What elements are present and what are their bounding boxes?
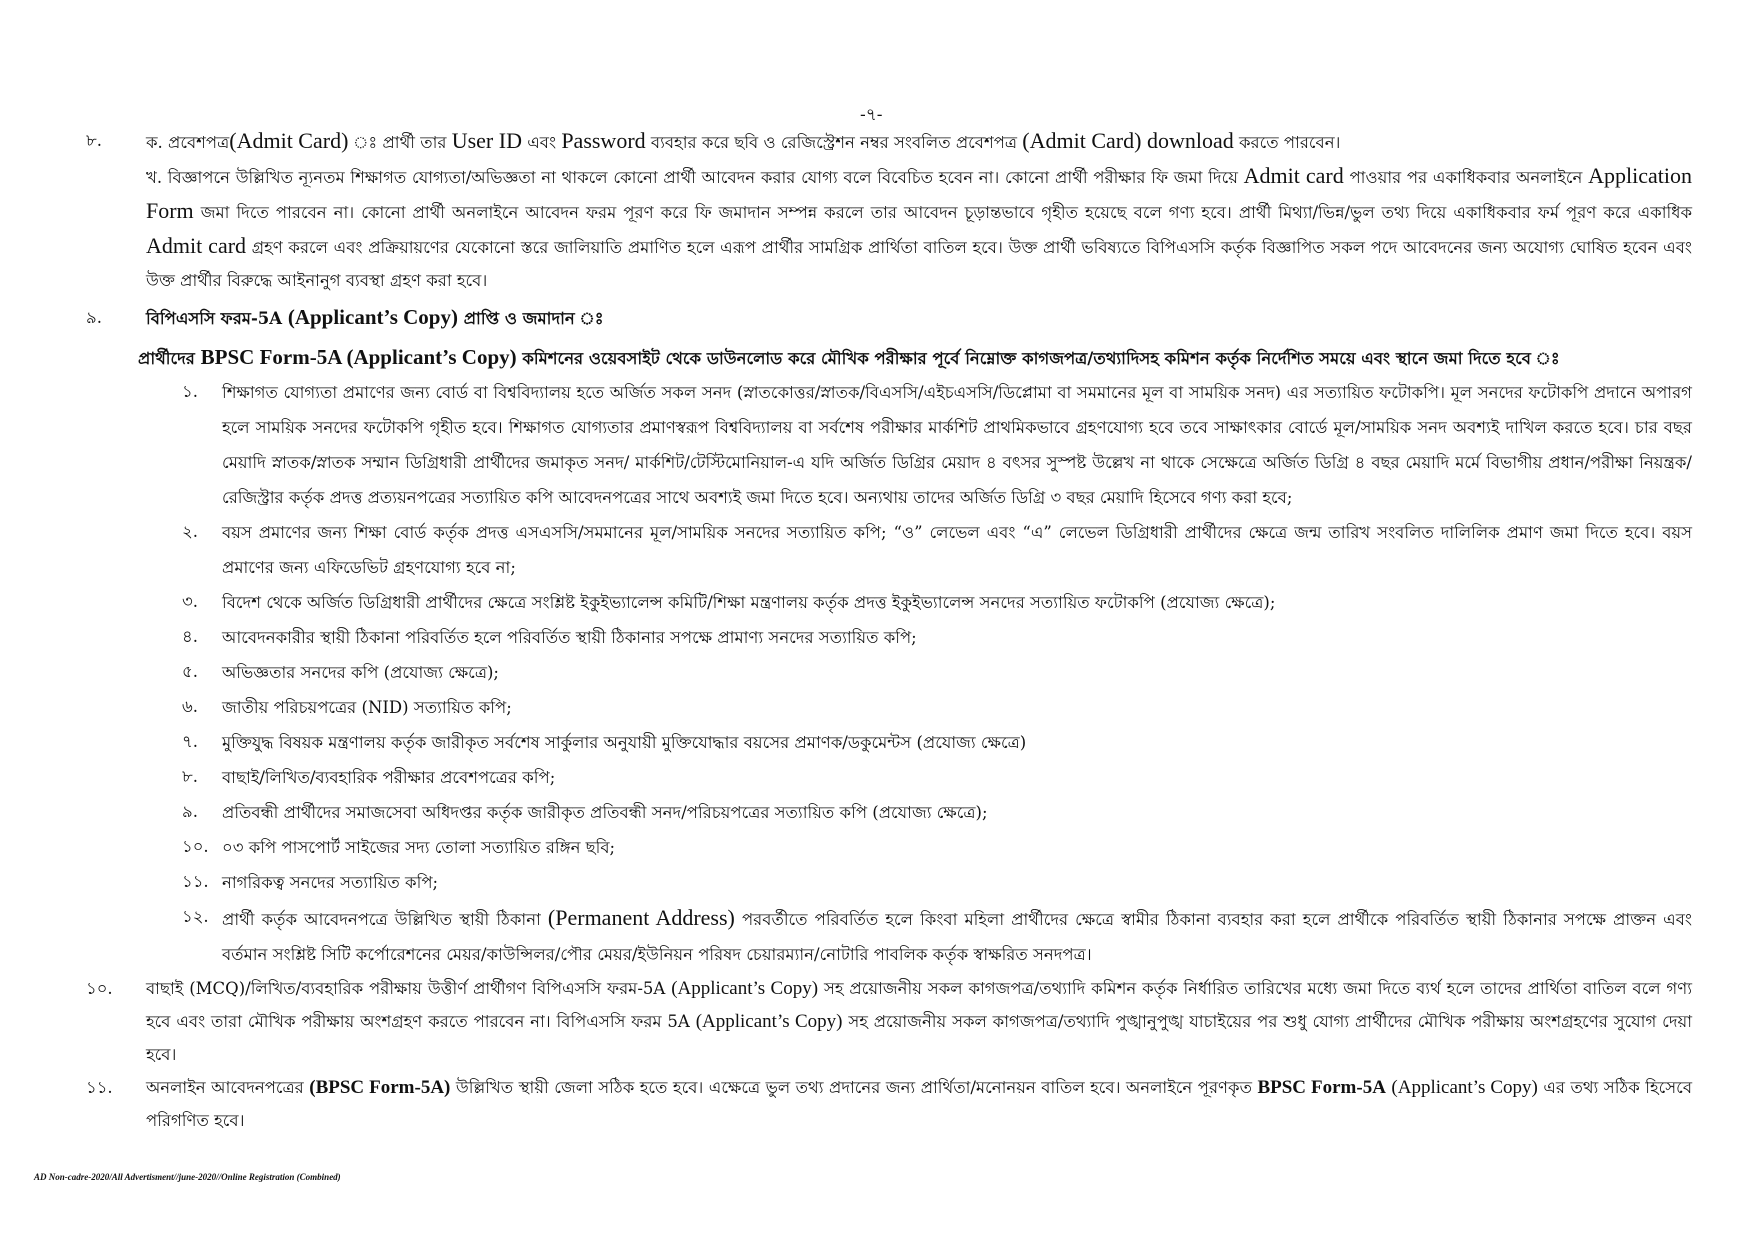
section-11: ১১. অনলাইন আবেদনপত্রের (BPSC Form-5A) উল্লিখিত স্থায়ী জেলা সঠিক হতে হবে। এক্ষেত্রে ভুল তথ্য প্রদানের জন্য প্রার্থিতা/মনোনয়ন বাতিল হবে। অনলাইনে পূরণকৃত BPSC Form-5A (Applicant’s Copy) এর তথ্য সঠিক হিসেবে পরিগণিত হবে।: [82, 1071, 1692, 1137]
list-item: ১১. নাগরিকত্ব সনদের সত্যায়িত কপি;: [182, 872, 439, 892]
list-item: ৭. মুক্তিযুদ্ধ বিষয়ক মন্ত্রণালয় কর্তৃক জারীকৃত সর্বশেষ সার্কুলার অনুযায়ী মুক্তিযোদ্ধার বয়সের প্রমাণক/ডকুমেন্টস (প্রযোজ্য ক্ষেত্রে): [182, 732, 1027, 752]
list-item: ৬. জাতীয় পরিচয়পত্রের (NID) সত্যায়িত কপি;: [182, 697, 512, 717]
section-number: ১১.: [86, 1078, 113, 1097]
section-8-ka: ক. প্রবেশপত্র(Admit Card) ঃ প্রার্থী তার User ID এবং Password ব্যবহার করে ছবি ও রেজিস্ট্রেশন নম্বর সংবলিত প্রবেশপত্র (Admit Card) download করতে পারবেন।: [146, 128, 1341, 153]
list-item: ১. শিক্ষাগত যোগ্যতা প্রমাণের জন্য বোর্ড বা বিশ্ববিদ্যালয় হতে অর্জিত সকল সনদ (স্নাতকোত্তর/স্নাতক/বিএসসি/এইচএসসি/ডিপ্লোমা বা সমমানের মূল বা সাময়িক সনদ) এর সত্যায়িত ফটোকপি। মূল সনদের ফটোকপি প্রদানে অপারগ হলে সাময়িক সনদের ফটোকপি গৃহীত হবে। শিক্ষাগত যোগ্যতার প্রমাণস্বরূপ বিশ্ববিদ্যালয় বা সর্বশেষ পরীক্ষার মার্কশিট প্রাথমিকভাবে গ্রহণযোগ্য হবে তবে সাক্ষাৎকার বোর্ডে মূল/সাময়িক সনদ অবশ্যই দাখিল করতে হবে। চার বছর মেয়াদি স্নাতক/স্নাতক সম্মান ডিগ্রিধারী প্রার্থীদের জমাকৃত সনদ/ মার্কশিট/টেস্টিমোনিয়াল-এ যদি অর্জিত ডিগ্রির মেয়াদ ৪ বৎসর সুস্পষ্ট উল্লেখ না থাকে সেক্ষেত্রে অর্জিত ডিগ্রি ৪ বছর মেয়াদি মর্মে বিভাগীয় প্রধান/পরীক্ষা নিয়ন্ত্রক/রেজিস্ট্রার কর্তৃক প্রদত্ত প্রত্যয়নপত্রের সত্যায়িত কপি আবেদনপত্রের সাথে অবশ্যই জমা দিতে হবে। অন্যথায় তাদের অর্জিত ডিগ্রি ৩ বছর মেয়াদি হিসেবে গণ্য করা হবে;: [182, 382, 1692, 507]
section-number: ৮.: [86, 131, 102, 150]
section-9-list: [138, 375, 1692, 972]
document-body: [82, 124, 1692, 1137]
list-item: ১০. ০৩ কপি পাসপোর্ট সাইজের সদ্য তোলা সত্যায়িত রঙ্গিন ছবি;: [182, 837, 616, 857]
list-item: ৩. বিদেশ থেকে অর্জিত ডিগ্রিধারী প্রার্থীদের ক্ষেত্রে সংশ্লিষ্ট ইকুইভ্যালেন্স কমিটি/শিক্ষা মন্ত্রণালয় কর্তৃক প্রদত্ত ইকুইভ্যালেন্স সনদের সত্যায়িত ফটোকপি (প্রযোজ্য ক্ষেত্রে);: [182, 592, 1276, 612]
section-8-kha: খ. বিজ্ঞাপনে উল্লিখিত ন্যূনতম শিক্ষাগত যোগ্যতা/অভিজ্ঞতা না থাকলে কোনো প্রার্থী আবেদন করার যোগ্য বলে বিবেচিত হবেন না। কোনো প্রার্থী পরীক্ষার ফি জমা দিয়ে Admit card পাওয়ার পর একাধিকবার অনলাইনে Application Form জমা দিতে পারবেন না। কোনো প্রার্থী অনলাইনে আবেদন ফরম পূরণ করে ফি জমাদান সম্পন্ন করলে তার আবেদন চূড়ান্তভাবে গৃহীত হয়েছে বলে গণ্য হবে। প্রার্থী মিথ্যা/ভিন্ন/ভুল তথ্য দিয়ে একাধিকবার ফর্ম পূরণ করে একাধিক Admit card গ্রহণ করলে এবং প্রক্রিয়ায়ণের যেকোনো স্তরে জালিয়াতি প্রমাণিত হলে এরূপ প্রার্থীর সামগ্রিক প্রার্থিতা বাতিল হবে। উক্ত প্রার্থী ভবিষ্যতে বিপিএসসি কর্তৃক বিজ্ঞাপিত সকল পদে আবেদনের জন্য অযোগ্য ঘোষিত হবেন এবং উক্ত প্রার্থীর বিরুদ্ধে আইনানুগ ব্যবস্থা গ্রহণ করা হবে।: [146, 163, 1692, 290]
list-item: ৪. আবেদনকারীর স্থায়ী ঠিকানা পরিবর্তিত হলে পরিবর্তিত স্থায়ী ঠিকানার সপক্ষে প্রামাণ্য সনদের সত্যায়িত কপি;: [182, 627, 917, 647]
list-item: ৯. প্রতিবন্ধী প্রার্থীদের সমাজসেবা অধিদপ্তর কর্তৃক জারীকৃত প্রতিবন্ধী সনদ/পরিচয়পত্রের সত্যায়িত কপি (প্রযোজ্য ক্ষেত্রে);: [182, 802, 988, 822]
section-9-heading: বিপিএসসি ফরম-5A (Applicant’s Copy) প্রাপ্তি ও জমাদান ঃ: [146, 305, 604, 329]
list-item: ১২. প্রার্থী কর্তৃক আবেদনপত্রে উল্লিখিত স্থায়ী ঠিকানা (Permanent Address) পরবর্তীতে পরিবর্তিত হলে কিংবা মহিলা প্রার্থীদের ক্ষেত্রে স্বামীর ঠিকানা ব্যবহার করা হলে প্রার্থীকে পরিবর্তিত স্থায়ী ঠিকানার সপক্ষে প্রাক্তন এবং বর্তমান সংশ্লিষ্ট সিটি কর্পোরেশনের মেয়র/কাউন্সিলর/পৌর মেয়র/ইউনিয়ন পরিষদ চেয়ারম্যান/নোটারি পাবলিক কর্তৃক স্বাক্ষরিত সনদপত্র।: [182, 905, 1692, 964]
section-9-intro: প্রার্থীদের BPSC Form-5A (Applicant’s Copy) কমিশনের ওয়েবসাইট থেকে ডাউনলোড করে মৌখিক পরীক্ষার পূর্বে নিম্নোক্ত কাগজপত্র/তথ্যাদিসহ কমিশন কর্তৃক নির্দেশিত সময়ে এবং স্থানে জমা দিতে হবে ঃ: [138, 345, 1560, 369]
list-item: ৮. বাছাই/লিখিত/ব্যবহারিক পরীক্ষার প্রবেশপত্রের কপি;: [182, 767, 556, 787]
page-number: -৭-: [860, 105, 883, 125]
section-9: [82, 301, 1692, 335]
section-number: ১০.: [86, 979, 113, 998]
footer-reference: AD Non-cadre-2020/All Advertisment//june-2020//Online Registration (Combined): [34, 1172, 341, 1182]
list-item: ৫. অভিজ্ঞতার সনদের কপি (প্রযোজ্য ক্ষেত্রে);: [182, 662, 499, 682]
section-9-content: [82, 341, 1692, 972]
section-10: ১০. বাছাই (MCQ)/লিখিত/ব্যবহারিক পরীক্ষায় উত্তীর্ণ প্রার্থীগণ বিপিএসসি ফরম-5A (Applicant’s Copy) সহ প্রয়োজনীয় সকল কাগজপত্র/তথ্যাদি কমিশন কর্তৃক নির্ধারিত তারিখের মধ্যে জমা দিতে ব্যর্থ হলে তাদের প্রার্থিতা বাতিল বলে গণ্য হবে এবং তারা মৌখিক পরীক্ষায় অংশগ্রহণ করতে পারবেন না। বিপিএসসি ফরম 5A (Applicant’s Copy) সহ প্রয়োজনীয় সকল কাগজপত্র/তথ্যাদি পুঙ্খানুপুঙ্খ যাচাইয়ের পর শুধু যোগ্য প্রার্থীদের মৌখিক পরীক্ষায় অংশগ্রহণের সুযোগ দেয়া হবে।: [82, 972, 1692, 1071]
section-8: [82, 124, 1692, 297]
list-item: ২. বয়স প্রমাণের জন্য শিক্ষা বোর্ড কর্তৃক প্রদত্ত এসএসসি/সমমানের মূল/সাময়িক সনদের সত্যায়িত কপি; “ও” লেভেল এবং “এ” লেভেল ডিগ্রিধারী প্রার্থীদের ক্ষেত্রে জন্ম তারিখ সংবলিত দালিলিক প্রমাণ জমা দিতে হবে। বয়স প্রমাণের জন্য এফিডেভিট গ্রহণযোগ্য হবে না;: [182, 522, 1692, 577]
section-number: ৯.: [86, 308, 102, 327]
